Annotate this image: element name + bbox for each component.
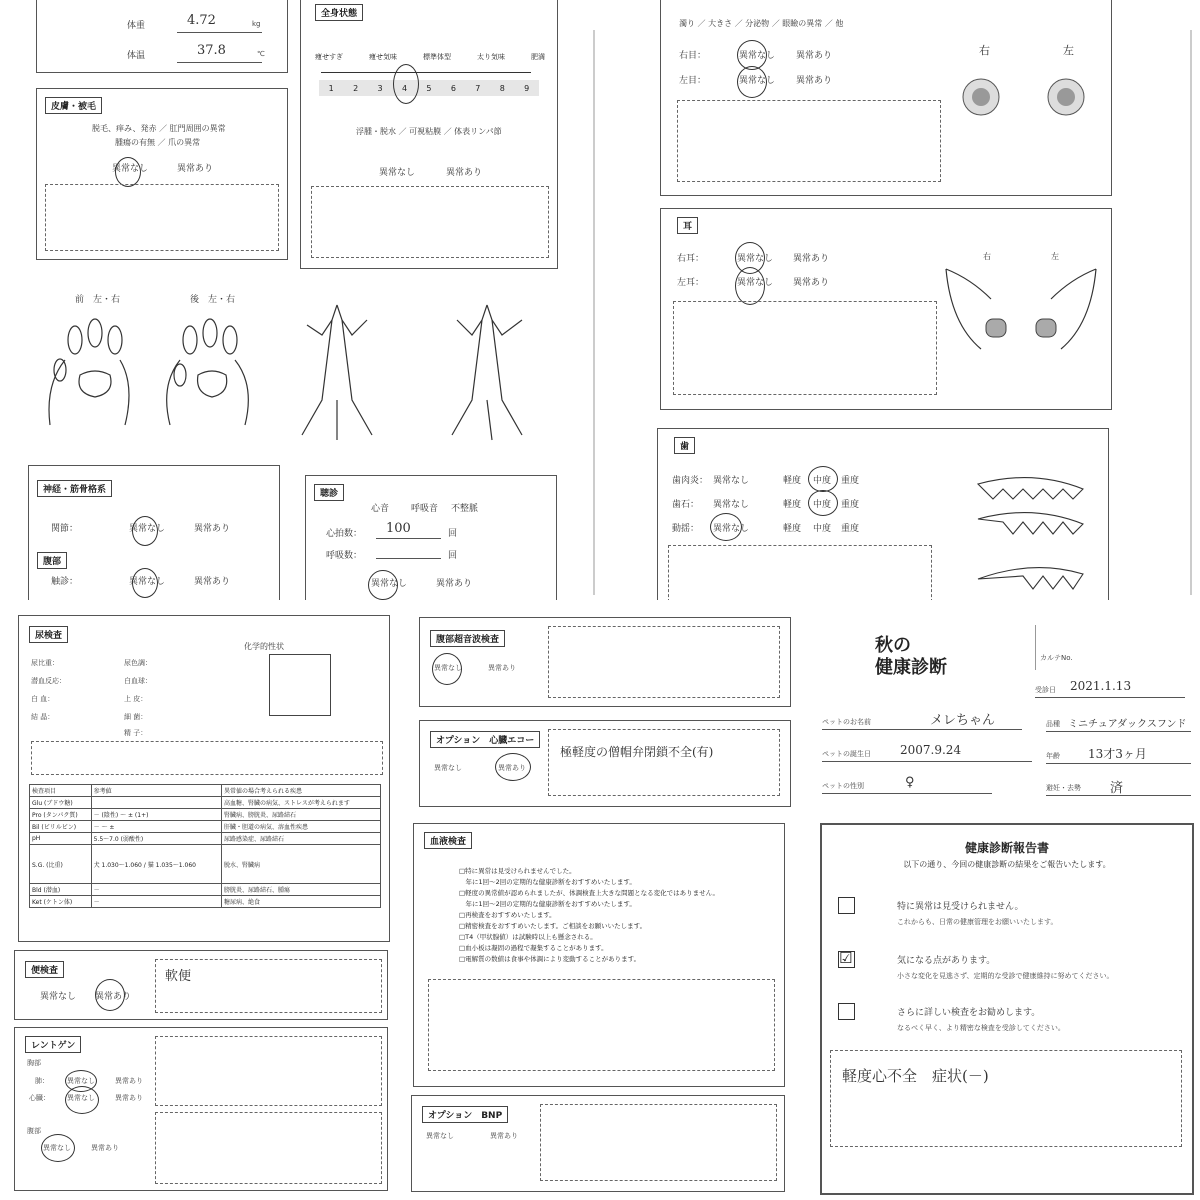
normal-label: 異常なし <box>67 1077 95 1085</box>
option-label-3: さらに詳しい検査をお勧めします。 <box>897 1008 1041 1018</box>
birth-label: ペットの誕生日 <box>822 750 871 758</box>
notes-area <box>677 100 941 182</box>
urine-field: 白 血： <box>31 695 55 703</box>
cell: 膀胱炎、尿路結石、腫瘍 <box>222 884 381 896</box>
abdomen-label: 腹部 <box>27 1127 41 1135</box>
karte-label: カルテNo. <box>1040 654 1073 662</box>
scale-number: 5 <box>426 83 432 93</box>
notes-area <box>31 741 383 775</box>
sex-value: ♀ <box>905 775 915 790</box>
cell: Glu (ブドウ糖) <box>30 797 92 809</box>
body-scale-numbers <box>319 80 539 96</box>
notes-area <box>155 1112 382 1184</box>
title-line: 秋の <box>875 635 911 656</box>
sheet-general-exam <box>0 0 585 600</box>
scale-number: 8 <box>499 83 505 93</box>
abnormal-label: 異常あり <box>194 577 231 587</box>
birth-value: 2007.9.24 <box>900 743 962 757</box>
normal-label: 異常なし <box>713 524 750 534</box>
bnp-title: オプション BNP <box>422 1106 508 1123</box>
xray-box <box>14 1027 388 1191</box>
auscult-title: 聴診 <box>314 484 344 501</box>
stool-title: 便検査 <box>25 961 64 978</box>
skin-items-2: 腫瘍の有無 ／ 爪の異常 <box>115 138 201 147</box>
chem-title: 化学的性状 <box>244 642 284 651</box>
left-label: 左 <box>1051 252 1059 261</box>
table-header-row <box>30 785 381 797</box>
abnormal-label: 異常あり <box>177 164 214 174</box>
abnormal-label: 異常あり <box>498 764 526 772</box>
scale-number: 6 <box>450 83 456 93</box>
gum-label: 歯肉炎： <box>672 476 709 486</box>
karte-field <box>1035 625 1176 670</box>
urine-title: 尿検査 <box>29 626 68 643</box>
table-row <box>30 821 381 833</box>
selection-circle <box>132 516 158 546</box>
notes-area <box>311 186 549 258</box>
sex-label: ペットの性別 <box>822 782 864 790</box>
cell: S.G. (比重) <box>30 845 92 884</box>
selection-circle <box>115 157 141 187</box>
abnormal-label: 異常あり <box>796 76 833 86</box>
stool-note: 軟便 <box>165 969 192 984</box>
per-min: 回 <box>448 529 458 539</box>
abnormal-label: 異常あり <box>115 1077 143 1085</box>
urine-box <box>18 615 390 942</box>
neuro-box <box>28 465 280 600</box>
lung-label: 肺： <box>35 1077 49 1085</box>
left-label: 左 <box>1063 44 1074 57</box>
xray-title: レントゲン <box>25 1036 81 1053</box>
tartar-label: 歯石： <box>672 500 700 510</box>
selection-circle <box>65 1086 99 1114</box>
normal-label: 異常なし <box>426 1132 454 1140</box>
grade: 中度 <box>813 476 832 486</box>
heart-echo-box <box>419 720 791 807</box>
sheet-divider <box>1190 30 1192 595</box>
urine-field: 白血球： <box>124 677 152 685</box>
table-row <box>30 833 381 845</box>
table-row <box>30 809 381 821</box>
option-label-2: 気になる点があります。 <box>897 956 996 966</box>
cell: pH <box>30 833 92 845</box>
blood-line: □T4（甲状腺値）は試験時以上も懸念される。 <box>459 933 597 941</box>
abnormal-label: 異常あり <box>115 1094 143 1102</box>
scale-number: 2 <box>353 83 359 93</box>
cell: 肝臓・胆道の病気、溶血性疾患 <box>222 821 381 833</box>
abnormal-label: 異常あり <box>194 524 231 534</box>
weight-value: 4.72 <box>187 13 216 28</box>
body-items: 浮腫・脱水 ／ 可視粘膜 ／ 体表リンパ節 <box>356 127 502 136</box>
abnormal-label: 異常あり <box>446 168 483 178</box>
selection-circle <box>495 753 531 781</box>
heart-echo-note: 極軽度の僧帽弁閉鎖不全(有) <box>560 745 714 759</box>
grade: 軽度 <box>783 524 802 534</box>
blood-line: □再検査をおすすめいたします。 <box>459 911 556 919</box>
notes-area <box>540 1104 777 1181</box>
eye-items: 濁り ／ 大きさ ／ 分泌物 ／ 眼瞼の異常 ／ 他 <box>679 19 844 28</box>
hr-label: 心拍数： <box>326 529 363 539</box>
selection-circle <box>710 513 742 541</box>
blood-title: 血液検査 <box>424 832 472 849</box>
eyes-icon <box>956 75 1091 120</box>
table-row <box>30 884 381 896</box>
normal-label: 異常なし <box>739 76 776 86</box>
scale-number: 1 <box>328 83 334 93</box>
urine-reference-table <box>29 784 381 908</box>
abnormal-label: 異常あり <box>91 1144 119 1152</box>
neuro-title: 神経・筋骨格系 <box>37 480 112 497</box>
selection-circle <box>735 267 765 305</box>
rr-label: 呼吸数： <box>326 551 363 561</box>
ear-title: 耳 <box>677 217 698 234</box>
blood-line: □精密検査をおすすめいたします。ご相談をお願いいたします。 <box>459 922 647 930</box>
pet-name-value: メレちゃん <box>930 713 996 728</box>
urine-field: 潜血反応： <box>31 677 66 685</box>
teeth-title: 歯 <box>674 437 695 454</box>
option-sub-1: これからも、日常の健康管理をお願いいたします。 <box>897 918 1058 926</box>
table-header: 参考値 <box>91 785 221 797</box>
abnormal-label: 異常あり <box>488 664 516 672</box>
selection-circle <box>808 466 838 492</box>
body-silhouettes <box>292 300 582 445</box>
paw-illustrations <box>40 315 270 435</box>
selection-circle <box>132 568 158 598</box>
selection-circle <box>368 570 398 600</box>
report-note: 軽度心不全 症状(－) <box>842 1067 989 1085</box>
joint-label: 関節： <box>51 524 79 534</box>
skin-items-1: 脱毛、痒み、発赤 ／ 肛門周囲の異常 <box>92 124 226 133</box>
cell: 腎臓病、膀胱炎、尿路結石 <box>222 809 381 821</box>
ear-box <box>660 208 1112 410</box>
sheet-divider <box>593 30 595 595</box>
neuter-value: 済 <box>1110 781 1124 796</box>
notes-area <box>673 301 937 395</box>
selection-circle <box>808 490 838 516</box>
table-header: 検査項目 <box>30 785 92 797</box>
sheet-eye-ear-teeth <box>600 0 1200 600</box>
chest-label: 胸部 <box>27 1059 41 1067</box>
scale-label: 太り気味 <box>477 53 505 61</box>
urine-field: 尿色調： <box>124 659 152 667</box>
right-label: 右 <box>979 44 990 57</box>
cell: 高血糖、腎臓の病気、ストレスが考えられます <box>222 797 381 809</box>
normal-label: 異常なし <box>40 992 77 1002</box>
scale-number: 7 <box>475 83 481 93</box>
cell: 脱水、腎臓病 <box>222 845 381 884</box>
blood-line: 年に1回～2回の定期的な健康診断をおすすめいたします。 <box>459 878 636 886</box>
weight-label: 体重 <box>127 21 146 31</box>
selection-circle <box>41 1134 75 1162</box>
abnormal-label: 異常あり <box>490 1132 518 1140</box>
dipstick-box <box>269 654 331 716</box>
cell: 糖尿病、絶食 <box>222 896 381 908</box>
option-checkbox-2[interactable] <box>838 951 855 968</box>
auscultation-box <box>305 475 557 600</box>
table-row <box>30 797 381 809</box>
normal-label: 異常なし <box>43 1144 71 1152</box>
notes-area <box>548 626 780 698</box>
right-ear-label: 右耳： <box>677 254 705 264</box>
abnormal-label: 異常あり <box>793 278 830 288</box>
auscult-col: 心音 <box>371 504 390 514</box>
age-value: 13才3ヶ月 <box>1088 747 1147 761</box>
report-heading: 健康診断報告書 <box>964 841 1049 855</box>
notes-area <box>155 1036 382 1106</box>
table-row <box>30 845 381 884</box>
urine-field: 上 皮： <box>124 695 148 703</box>
table-header: 異常値の場合考えられる疾患 <box>222 785 381 797</box>
temp-value: 37.8 <box>197 43 226 58</box>
bnp-box <box>411 1095 785 1192</box>
auscult-col: 呼吸音 <box>411 504 439 514</box>
sheet-urine-stool-xray <box>0 605 400 1200</box>
urine-field: 尿比重： <box>31 659 59 667</box>
option-label-1: 特に異常は見受けられません。 <box>897 902 1024 912</box>
option-checkbox-1[interactable] <box>838 897 855 914</box>
grade: 軽度 <box>783 476 802 486</box>
vitals-box <box>36 0 288 73</box>
per-min: 回 <box>448 551 458 561</box>
abd-echo-box <box>419 617 791 707</box>
body-scale-labels <box>315 52 545 62</box>
option-sub-3: なるべく早く、より精密な検査を受診してください。 <box>897 1024 1065 1032</box>
blood-options <box>459 866 779 965</box>
grade: 軽度 <box>783 500 802 510</box>
cell: Ket (ケトン体) <box>30 896 92 908</box>
report-intro: 以下の通り、今回の健康診断の結果をご報告いたします。 <box>903 860 1111 869</box>
title-line: 健康診断 <box>875 657 947 678</box>
cell: Pro (タンパク質) <box>30 809 92 821</box>
notes-area <box>548 729 780 796</box>
abdomen-title: 腹部 <box>37 552 67 569</box>
hr-value: 100 <box>386 521 411 536</box>
stool-box <box>14 950 388 1020</box>
left-ear-label: 左耳： <box>677 278 705 288</box>
option-checkbox-3[interactable] <box>838 1003 855 1020</box>
paw-rear-label: 後 左・右 <box>190 295 236 305</box>
cell: － (陰性) ～ ± (1+) <box>91 809 221 821</box>
scale-label: 標準体型 <box>423 53 451 61</box>
body-condition-box <box>300 0 558 269</box>
cell: 5.5～7.0 (弱酸性) <box>91 833 221 845</box>
normal-label: 異常なし <box>737 278 774 288</box>
cell: － <box>91 884 221 896</box>
abd-echo-title: 腹部超音波検査 <box>430 630 505 647</box>
notes-area <box>45 184 279 251</box>
cell: Bil (ビリルビン) <box>30 821 92 833</box>
normal-label: 異常なし <box>739 51 776 61</box>
blood-line: 年に1回～2回の定期的な健康診断をおすすめいたします。 <box>459 900 636 908</box>
report-box <box>820 823 1194 1195</box>
cell: 尿路感染症、尿路結石 <box>222 833 381 845</box>
report-title <box>875 635 947 679</box>
option-sub-2: 小さな変化を見逃さず、定期的な受診で健康維持に努めてください。 <box>897 972 1114 980</box>
temp-label: 体温 <box>127 51 146 61</box>
normal-label: 異常なし <box>67 1094 95 1102</box>
body-title: 全身状態 <box>315 4 363 21</box>
blood-box <box>413 823 785 1087</box>
urine-field: 精 子： <box>124 729 148 737</box>
sheet-health-report <box>810 605 1200 1200</box>
pet-name-label: ペットのお名前 <box>822 718 871 726</box>
skin-title: 皮膚・被毛 <box>45 97 102 114</box>
ears-icon <box>941 264 1101 359</box>
heart-echo-title: オプション 心臓エコー <box>430 731 540 748</box>
normal-label: 異常なし <box>371 579 408 589</box>
paw-front-label: 前 左・右 <box>75 295 121 305</box>
normal-label: 異常なし <box>379 168 416 178</box>
normal-label: 異常なし <box>434 664 462 672</box>
skin-box <box>36 88 288 260</box>
visit-label: 受診日 <box>1035 686 1056 694</box>
blood-line: □血小板は凝固の過程で凝集することがあります。 <box>459 944 608 952</box>
sheet-echo-blood <box>405 605 805 1200</box>
abnormal-label: 異常あり <box>436 579 473 589</box>
heart-label: 心臓： <box>29 1094 50 1102</box>
age-label: 年齢 <box>1046 752 1060 760</box>
normal-label: 異常なし <box>713 500 750 510</box>
blood-line: □特に異常は見受けられませんでした。 <box>459 867 576 875</box>
scale-label: 肥満 <box>531 53 545 61</box>
grade: 中度 <box>813 500 832 510</box>
normal-label: 異常なし <box>434 764 462 772</box>
cell: － ～ ± <box>91 821 221 833</box>
cell: － <box>91 896 221 908</box>
normal-label: 異常なし <box>713 476 750 486</box>
auscult-col: 不整脈 <box>451 504 479 514</box>
temp-unit: ℃ <box>257 50 265 58</box>
scale-number: 9 <box>524 83 530 93</box>
urine-field: 結 晶： <box>31 713 55 721</box>
cell: Bld (潜血) <box>30 884 92 896</box>
breed-label: 品種 <box>1046 720 1060 728</box>
weight-unit: kg <box>252 20 261 28</box>
abnormal-label: 異常あり <box>796 51 833 61</box>
selection-circle <box>737 66 767 98</box>
scale-number: 4 <box>401 83 408 93</box>
urine-field: 細 菌： <box>124 713 148 721</box>
teeth-icon <box>973 464 1093 599</box>
blood-line: □電解質の数値は食事や体調により変動することがあります。 <box>459 955 641 963</box>
normal-label: 異常なし <box>129 577 166 587</box>
check-mark-icon: ☑ <box>839 949 853 967</box>
palp-label: 触診： <box>51 577 79 587</box>
mobility-label: 動揺： <box>672 524 700 534</box>
teeth-box <box>657 428 1109 600</box>
cell: 犬 1.030～1.060 / 猫 1.035～1.060 <box>91 845 221 884</box>
notes-area <box>428 979 775 1071</box>
neuter-label: 避妊・去勢 <box>1046 784 1081 792</box>
right-label: 右 <box>983 252 991 261</box>
left-eye-label: 左目： <box>679 76 707 86</box>
abnormal-label: 異常あり <box>793 254 830 264</box>
grade: 中度 <box>813 524 832 534</box>
scale-label: 痩せすぎ <box>315 53 343 61</box>
normal-label: 異常なし <box>129 524 166 534</box>
cell <box>91 797 221 809</box>
normal-label: 異常なし <box>737 254 774 264</box>
selection-circle <box>432 653 462 685</box>
breed-value: ミニチュアダックスフンド <box>1068 719 1187 730</box>
normal-label: 異常なし <box>112 164 149 174</box>
table-row <box>30 896 381 908</box>
scale-label: 痩せ気味 <box>369 53 397 61</box>
selection-circle <box>393 64 419 104</box>
grade: 重度 <box>841 524 860 534</box>
grade: 重度 <box>841 476 860 486</box>
eye-box <box>660 0 1112 196</box>
visit-value: 2021.1.13 <box>1070 679 1132 693</box>
grade: 重度 <box>841 500 860 510</box>
blood-line: □軽度の異常値が認められましたが、体調検査上大きな問題となる変化ではありません。 <box>459 889 720 897</box>
notes-area <box>668 545 932 600</box>
selection-circle <box>95 979 125 1011</box>
right-eye-label: 右目： <box>679 51 707 61</box>
scale-number: 3 <box>377 83 383 93</box>
abnormal-label: 異常あり <box>95 992 132 1002</box>
